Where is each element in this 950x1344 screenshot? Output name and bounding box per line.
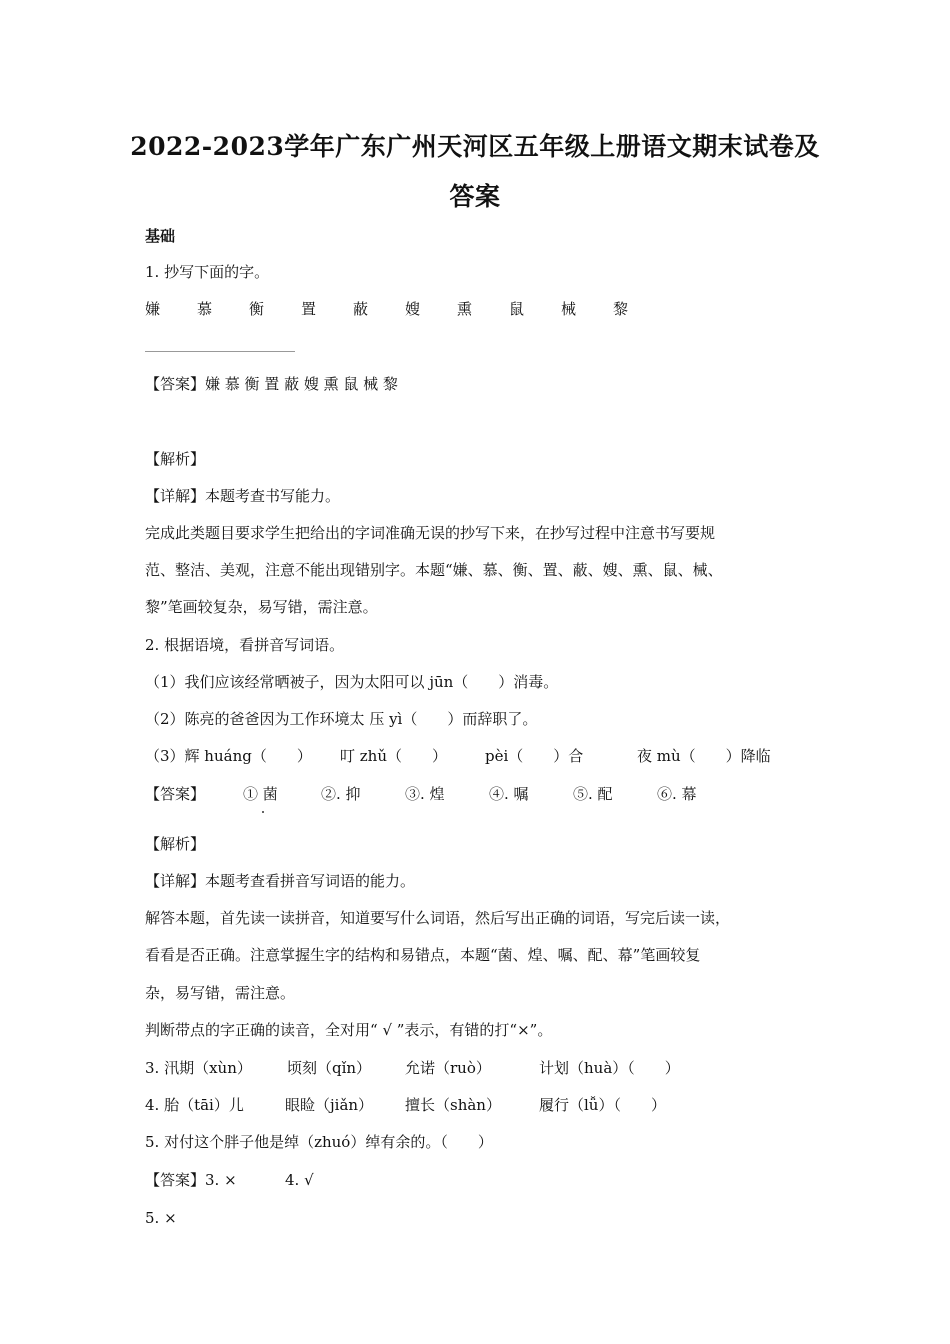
answer-blank-line <box>145 351 295 352</box>
q2-answer-label: 【答案】 <box>145 785 206 803</box>
judge-prompt: 判断带点的字正确的读音，全对用“ √ ”表示，有错的打“×”。 <box>145 1021 553 1039</box>
q3-part: 3. 汛期（xùn） <box>145 1059 252 1077</box>
q1-char: 蔽 <box>353 300 369 318</box>
q1-char: 械 <box>561 300 577 318</box>
q2-answer-item: ②. 抑 <box>321 785 361 803</box>
q5-line: 5. 对付这个胖子他是绰（zhuó）绰有余的。（ ） <box>145 1133 493 1151</box>
q1-answer: 【答案】嫌 慕 衡 置 蔽 嫂 熏 鼠 械 黎 <box>145 375 398 393</box>
q2-item-3-part: 叮 zhǔ（ ） <box>340 747 447 765</box>
q1-char: 熏 <box>457 300 473 318</box>
q4-part: 眼睑（jiǎn） <box>285 1096 374 1114</box>
q1-analysis-label: 【解析】 <box>145 450 206 468</box>
q2-item-3-part: 夜 mù（ ）降临 <box>637 747 771 765</box>
q1-char: 慕 <box>197 300 213 318</box>
document-title-line2: 答案 <box>449 182 501 211</box>
q1-char: 衡 <box>249 300 265 318</box>
q2-item-3 <box>145 746 771 766</box>
q1-char: 嫂 <box>405 300 421 318</box>
q3-line <box>145 1058 680 1078</box>
q2-answer-item: ⑥. 幕 <box>657 785 697 803</box>
q1-characters <box>145 299 665 319</box>
q1-paragraph: 范、整洁、美观，注意不能出现错别字。本题“嫌、慕、衡、置、蔽、嫂、熏、鼠、械、 <box>145 561 723 579</box>
q3-part: 计划（huà）（ ） <box>539 1059 680 1077</box>
judge-answer-5: 5. × <box>145 1209 177 1227</box>
emphasis-dot <box>262 811 264 813</box>
judge-answer <box>145 1170 314 1190</box>
q2-analysis-label: 【解析】 <box>145 835 206 853</box>
q1-char: 鼠 <box>509 300 525 318</box>
judge-answer-item: 【答案】3. × <box>145 1171 237 1189</box>
q3-part: 顷刻（qǐn） <box>287 1059 372 1077</box>
q1-paragraph: 完成此类题目要求学生把给出的字词准确无误的抄写下来，在抄写过程中注意书写要规 <box>145 524 716 542</box>
q1-char: 置 <box>301 300 317 318</box>
q2-paragraph: 杂，易写错，需注意。 <box>145 984 296 1002</box>
q4-part: 4. 胎（tāi）儿 <box>145 1096 244 1114</box>
q2-item-2: （2）陈亮的爸爸因为工作环境太 压 yì（ ）而辞职了。 <box>145 710 538 728</box>
q2-prompt: 2. 根据语境，看拼音写词语。 <box>145 636 345 654</box>
q1-paragraph: 黎”笔画较复杂，易写错，需注意。 <box>145 598 378 616</box>
q2-paragraph: 看看是否正确。注意掌握生字的结构和易错点，本题“菌、煌、嘱、配、幕”笔画较复 <box>145 946 701 964</box>
q2-detail: 【详解】本题考查看拼音写词语的能力。 <box>145 872 416 890</box>
q4-part: 履行（lǚ）（ ） <box>539 1096 666 1114</box>
q4-line <box>145 1095 666 1115</box>
q2-answer-item: ⑤. 配 <box>573 785 613 803</box>
judge-answer-item: 4. √ <box>285 1171 314 1189</box>
q1-char: 黎 <box>613 300 629 318</box>
q2-item-3-part: （3）辉 huáng（ ） <box>145 747 312 765</box>
q1-char: 嫌 <box>145 300 161 318</box>
q2-answer-item: ③. 煌 <box>405 785 445 803</box>
q4-part: 擅长（shàn） <box>405 1096 501 1114</box>
document-title-line1: 2022-2023学年广东广州天河区五年级上册语文期末试卷及 <box>130 132 820 161</box>
q1-prompt: 1. 抄写下面的字。 <box>145 263 270 281</box>
q2-answer-item: ① 菌 <box>243 785 278 803</box>
q2-item-1: （1）我们应该经常晒被子，因为太阳可以 jūn（ ）消毒。 <box>145 673 559 691</box>
q2-answer-item: ④. 嘱 <box>489 785 529 803</box>
q1-detail: 【详解】本题考查书写能力。 <box>145 487 341 505</box>
section-heading: 基础 <box>145 227 176 245</box>
q2-answer <box>145 784 697 804</box>
q2-paragraph: 解答本题，首先读一读拼音，知道要写什么词语，然后写出正确的词语，写完后读一读， <box>145 909 731 927</box>
q3-part: 允诺（ruò） <box>405 1059 491 1077</box>
q2-item-3-part: pèi（ ）合 <box>485 747 584 765</box>
